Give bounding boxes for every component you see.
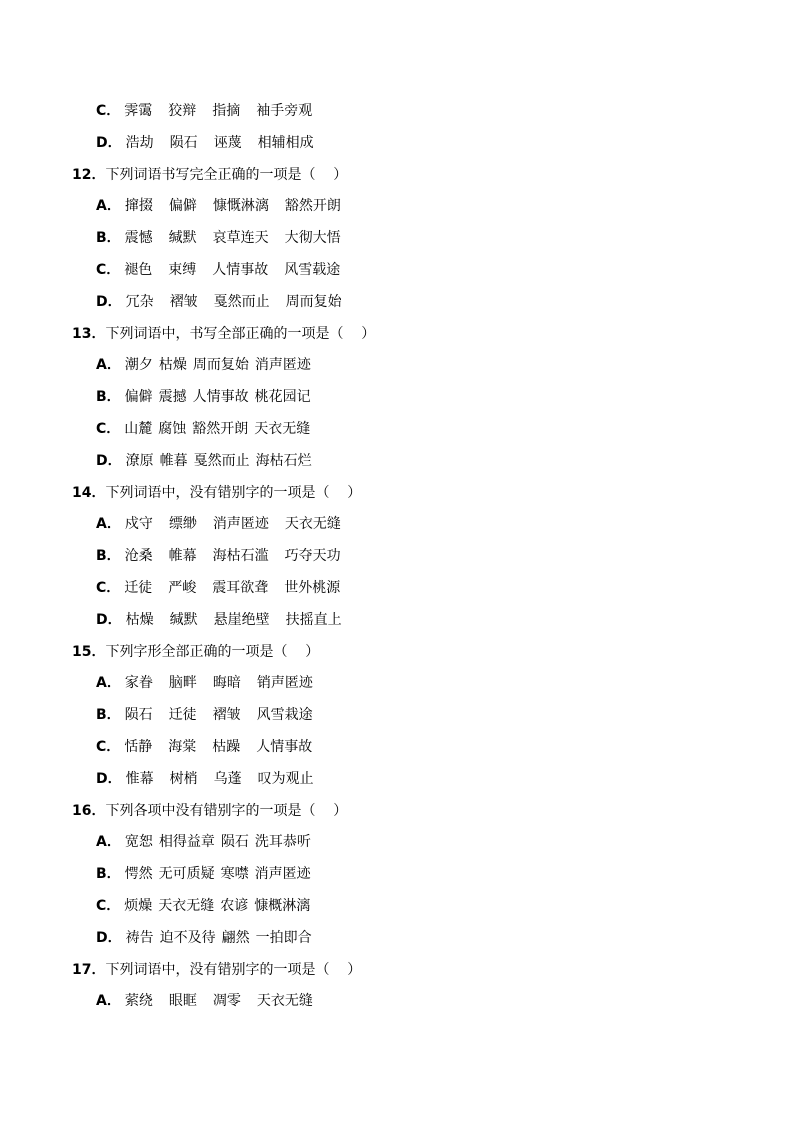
option-word: 沧桑 [124, 548, 153, 565]
option-word: 潮夕 [124, 357, 153, 374]
option-word: 戍守 [124, 516, 153, 533]
option-word: 洗耳恭听 [254, 834, 311, 851]
option-word: 冗杂 [125, 293, 154, 310]
option-word: 恬静 [124, 739, 153, 755]
option-word: 相辅相成 [257, 134, 314, 151]
option-word: 浩劫 [125, 134, 154, 151]
option-word: 枯燥 [158, 357, 187, 374]
option-c [96, 260, 340, 280]
option-word: 眼眶 [168, 993, 197, 1010]
option-word: 慷概淋漓 [254, 898, 311, 914]
option-letter: A． [96, 834, 121, 851]
option-word: 严峻 [168, 580, 197, 596]
option-d [96, 769, 314, 789]
option-word: 偏僻 [124, 389, 153, 406]
option-letter: A． [96, 993, 121, 1010]
option-word: 震憾 [124, 230, 153, 247]
option-word: 天衣无缝 [254, 421, 311, 437]
option-word: 豁然开朗 [284, 198, 341, 215]
option-word: 腐蚀 [158, 421, 187, 437]
option-b [96, 228, 341, 248]
option-word: 束缚 [168, 262, 197, 278]
option-word: 桃花园记 [254, 389, 311, 406]
option-word: 叹为观止 [257, 770, 314, 787]
option-a [96, 514, 341, 534]
option-d [96, 610, 342, 630]
option-b [96, 705, 313, 725]
option-word: 海枯石烂 [255, 452, 312, 469]
option-word: 天衣无缝 [158, 898, 215, 914]
option-word: 凋零 [212, 993, 241, 1010]
question-15 [72, 642, 319, 662]
option-word: 脑畔 [168, 675, 197, 692]
option-word: 愕然 [124, 866, 153, 883]
option-word: 翩然 [221, 929, 250, 946]
option-d [96, 133, 314, 153]
option-word: 枯躁 [212, 739, 241, 755]
option-letter: D． [96, 611, 122, 628]
option-letter: C． [96, 580, 121, 596]
option-word: 农谚 [220, 898, 249, 914]
option-word: 消声匿迹 [254, 866, 311, 883]
option-word: 褶皱 [212, 707, 241, 724]
option-word: 霁霭 [124, 103, 153, 119]
option-letter: D． [96, 929, 122, 946]
option-letter: C． [96, 421, 121, 437]
question-number: 13． [72, 325, 106, 342]
option-word: 海棠 [168, 739, 197, 755]
option-a [96, 355, 311, 375]
question-13 [72, 324, 375, 344]
option-letter: D． [96, 134, 122, 151]
option-word: 悬崖绝壁 [213, 611, 270, 628]
option-word: 指摘 [212, 103, 241, 119]
option-word: 缄默 [168, 230, 197, 247]
option-word: 家眷 [124, 675, 153, 692]
question-number: 17． [72, 961, 106, 978]
option-word: 晦暗 [212, 675, 241, 692]
option-word: 寒噤 [220, 866, 249, 883]
option-word: 人情事故 [256, 739, 313, 755]
option-word: 褶皱 [169, 293, 198, 310]
option-word: 海枯石滥 [212, 548, 269, 565]
option-word: 震撼 [158, 389, 187, 406]
option-d [96, 451, 312, 471]
option-word: 豁然开朗 [192, 421, 249, 437]
option-letter: B． [96, 548, 121, 565]
option-letter: A． [96, 357, 121, 374]
question-12 [72, 165, 347, 185]
option-word: 巧夺天功 [284, 548, 341, 565]
option-word: 帷幕 [168, 548, 197, 565]
option-word: 迁徒 [124, 580, 153, 596]
option-a [96, 196, 341, 216]
option-word: 风雪栽途 [256, 707, 313, 724]
question-16 [72, 801, 347, 821]
option-word: 世外桃源 [284, 580, 341, 596]
option-word: 诬蔑 [213, 134, 242, 151]
option-b [96, 546, 341, 566]
question-14 [72, 483, 361, 503]
option-word: 相得益章 [158, 834, 215, 851]
option-word: 消声匿迹 [254, 357, 311, 374]
option-word: 戛然而止 [193, 452, 250, 469]
option-word: 天衣无缝 [256, 993, 313, 1010]
option-c [96, 101, 312, 121]
option-word: 树梢 [169, 770, 198, 787]
option-letter: A． [96, 198, 121, 215]
option-c [96, 737, 312, 757]
question-text: 下列词语中，书写全部正确的一项是（ ） [105, 325, 376, 342]
option-word: 褪色 [124, 262, 153, 278]
option-letter: C． [96, 262, 121, 278]
option-word: 天衣无缝 [284, 516, 341, 533]
option-letter: B． [96, 866, 121, 883]
option-word: 哀草连天 [212, 230, 269, 247]
option-word: 祷告 [125, 929, 154, 946]
option-c [96, 896, 310, 916]
question-number: 15． [72, 643, 106, 660]
option-a [96, 673, 313, 693]
option-word: 缄默 [169, 611, 198, 628]
option-a [96, 832, 311, 852]
option-word: 消声匿迹 [212, 516, 269, 533]
question-17 [72, 960, 361, 980]
option-word: 大彻大悟 [284, 230, 341, 247]
option-letter: D． [96, 452, 122, 469]
option-word: 乌蓬 [213, 770, 242, 787]
option-word: 风雪载途 [284, 262, 341, 278]
option-letter: D． [96, 770, 122, 787]
option-word: 枯燥 [125, 611, 154, 628]
option-word: 袖手旁观 [256, 103, 313, 119]
question-text: 下列词语中，没有错别字的一项是（ ） [105, 484, 362, 501]
option-word: 萦绕 [124, 993, 153, 1010]
option-letter: B． [96, 389, 121, 406]
question-text: 下列各项中没有错别字的一项是（ ） [105, 802, 348, 819]
option-letter: A． [96, 516, 121, 533]
option-letter: B． [96, 230, 121, 247]
option-word: 一拍即合 [255, 929, 312, 946]
option-b [96, 864, 311, 884]
option-word: 狡辩 [168, 103, 197, 119]
option-word: 帷暮 [159, 452, 188, 469]
option-letter: C． [96, 898, 121, 914]
option-word: 无可质疑 [158, 866, 215, 883]
option-c [96, 419, 310, 439]
option-b [96, 387, 311, 407]
option-word: 陨石 [169, 134, 198, 151]
option-word: 慷慨淋漓 [212, 198, 269, 215]
option-d [96, 928, 312, 948]
option-word: 销声匿迹 [256, 675, 313, 692]
option-word: 周而复始 [285, 293, 342, 310]
option-word: 缥缈 [168, 516, 197, 533]
question-number: 14． [72, 484, 106, 501]
option-word: 戛然而止 [213, 293, 270, 310]
question-text: 下列词语中，没有错别字的一项是（ ） [105, 961, 362, 978]
option-word: 宽恕 [124, 834, 153, 851]
option-word: 惟幕 [125, 770, 154, 787]
question-number: 12． [72, 166, 106, 183]
option-word: 陨石 [124, 707, 153, 724]
option-a [96, 991, 313, 1011]
question-number: 16． [72, 802, 106, 819]
question-text: 下列词语书写完全正确的一项是（ ） [105, 166, 348, 183]
option-word: 周而复始 [192, 357, 249, 374]
option-word: 震耳欲聋 [212, 580, 269, 596]
option-word: 陨石 [220, 834, 249, 851]
option-letter: A． [96, 675, 121, 692]
option-letter: C． [96, 739, 121, 755]
option-word: 迫不及待 [159, 929, 216, 946]
option-word: 烦燥 [124, 898, 153, 914]
option-word: 潦原 [125, 452, 154, 469]
option-d [96, 292, 342, 312]
option-letter: D． [96, 293, 122, 310]
option-letter: B． [96, 707, 121, 724]
option-word: 撺掇 [124, 198, 153, 215]
option-word: 扶摇直上 [285, 611, 342, 628]
option-word: 偏僻 [168, 198, 197, 215]
option-word: 迁徒 [168, 707, 197, 724]
option-word: 人情事故 [192, 389, 249, 406]
question-text: 下列字形全部正确的一项是（ ） [105, 643, 320, 660]
option-letter: C． [96, 103, 121, 119]
option-word: 山麓 [124, 421, 153, 437]
option-c [96, 578, 340, 598]
option-word: 人情事故 [212, 262, 269, 278]
